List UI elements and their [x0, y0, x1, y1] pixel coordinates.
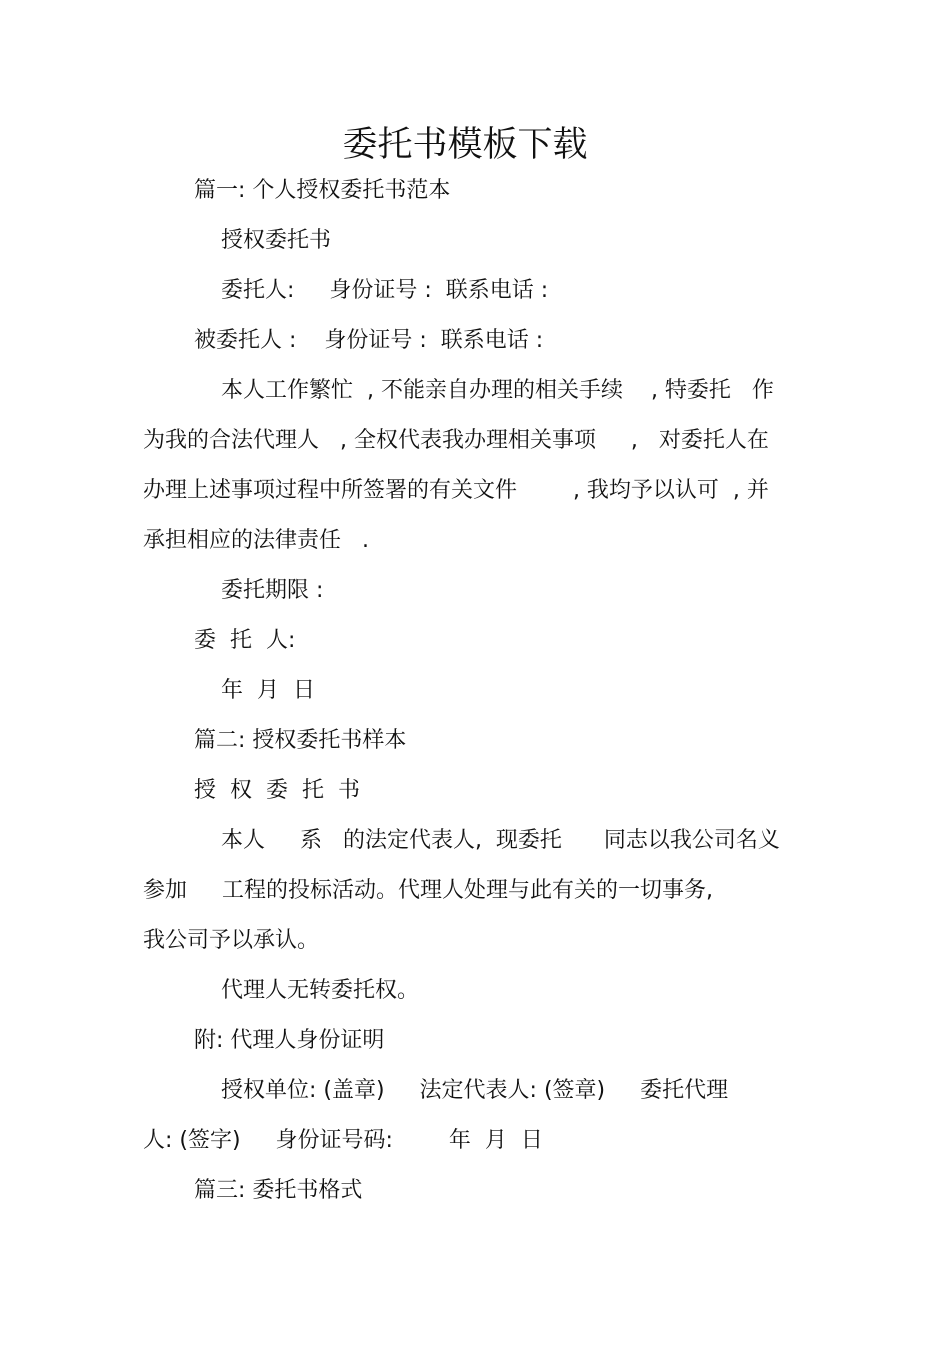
attachment-line: 附: 代理人身份证明 [194, 1028, 385, 1053]
section-heading-3: 篇三: 委托书格式 [194, 1178, 363, 1203]
no-subdelegation-line: 代理人无转委托权。 [221, 978, 420, 1003]
term-line: 委托期限 : [221, 578, 324, 603]
body-paragraph-line: 承担相应的法律责任 . [143, 528, 369, 553]
document-title: 委托书模板下载 [342, 125, 588, 165]
section-heading-1: 篇一: 个人授权委托书范本 [194, 178, 451, 203]
signature-block-line: 授权单位: (盖章) 法定代表人: (签章) 委托代理 [221, 1078, 729, 1103]
date-line: 年 月 日 [221, 678, 315, 703]
signature-block-line: 人: (签字) 身份证号码: 年 月 日 [143, 1128, 543, 1153]
signature-principal-line: 委 托 人: [194, 628, 296, 653]
body-paragraph-line: 本人 系 的法定代表人, 现委托 同志以我公司名义 [221, 828, 780, 853]
section-heading-2: 篇二: 授权委托书样本 [194, 728, 407, 753]
heading-authorization-letter: 授权委托书 [221, 228, 332, 253]
principal-info-line: 委托人: 身份证号 : 联系电话 : [221, 278, 549, 303]
body-paragraph-line: 我公司予以承认。 [143, 928, 320, 953]
body-paragraph-line: 本人工作繁忙 , 不能亲自办理的相关手续 , 特委托 作 [221, 378, 774, 403]
body-paragraph-line: 为我的合法代理人 , 全权代表我办理相关事项 , 对委托人在 [143, 428, 769, 453]
body-paragraph-line: 办理上述事项过程中所签署的有关文件 , 我均予以认可 , 并 [143, 478, 769, 503]
agent-info-line: 被委托人 : 身份证号 : 联系电话 : [194, 328, 544, 353]
heading-authorization-letter-spaced: 授 权 委 托 书 [194, 778, 360, 803]
body-paragraph-line: 参加 工程的投标活动。代理人处理与此有关的一切事务, [143, 878, 713, 903]
